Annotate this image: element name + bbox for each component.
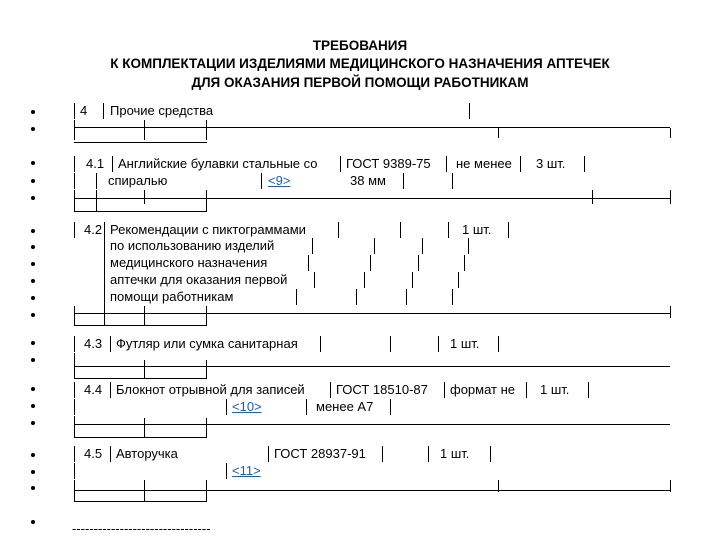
bullet-dot [31,262,35,266]
bullet-dot [31,358,35,362]
item-quantity: 1 шт. [540,382,570,397]
document-title: ТРЕБОВАНИЯ [312,38,408,53]
item-quantity: 3 шт. [536,156,566,171]
row-number: 4.5 [84,446,103,461]
bullet-dot [31,229,35,233]
item-name: Авторучка [116,446,178,461]
row-number: 4.3 [84,336,103,351]
bullet-dot [31,110,35,114]
footnote-link[interactable]: <9> [268,173,291,188]
item-quantity: 1 шт. [462,222,492,237]
item-name: Рекомендации с пиктограммами [110,222,306,237]
document-subtitle-2: ДЛЯ ОКАЗАНИЯ ПЕРВОЙ ПОМОЩИ РАБОТНИКАМ [191,75,529,90]
item-quantity: 1 шт. [440,446,470,461]
footnote-link[interactable]: <10> [232,399,262,414]
item-name-cont: медицинского назначения [110,255,268,270]
footnote-link[interactable]: <11> [232,463,261,478]
item-name-cont: спиралью [108,173,168,188]
bullet-dot [31,196,35,200]
bullet-dot [31,296,35,300]
bullet-dot [31,127,35,131]
bullet-dot [31,313,35,317]
bullet-dot [31,404,35,408]
item-form-cont: 38 мм [350,173,386,188]
item-name: Английские булавки стальные со [118,156,318,171]
bullet-dot [31,387,35,391]
bullet-dot [31,161,35,165]
bullet-dot [31,421,35,425]
item-name-cont: аптечки для оказания первой [110,272,288,287]
item-standard: ГОСТ 18510-87 [336,382,428,397]
bullet-dot [31,179,35,183]
item-name-cont: по использованию изделий [110,238,275,253]
section-number: 4 [80,103,88,118]
item-name: Футляр или сумка санитарная [116,336,298,351]
item-name: Блокнот отрывной для записей [116,382,305,397]
bullet-dot [31,341,35,345]
row-number: 4.2 [84,222,103,237]
item-standard: ГОСТ 28937-91 [274,446,366,461]
row-number: 4.1 [86,156,105,171]
bullet-dot [31,279,35,283]
item-standard: ГОСТ 9389-75 [346,156,431,171]
document-subtitle: К КОМПЛЕКТАЦИИ ИЗДЕЛИЯМИ МЕДИЦИНСКОГО НАЗНАЧЕНИЯ АПТЕЧЕК [110,56,610,71]
item-form: не менее [456,156,512,171]
item-quantity: 1 шт. [450,336,480,351]
row-number: 4.4 [84,382,103,397]
bullet-dot [31,520,35,524]
bullet-dot [31,470,35,474]
bullet-dot [31,245,35,249]
bullet-dot [31,486,35,490]
item-form: формат не [450,382,516,397]
item-form-cont: менее А7 [316,399,374,414]
item-name-cont: помощи работникам [110,289,234,304]
section-title: Прочие средства [110,103,214,118]
footnote-separator: -------------------------------- [72,521,211,536]
bullet-dot [31,453,35,457]
